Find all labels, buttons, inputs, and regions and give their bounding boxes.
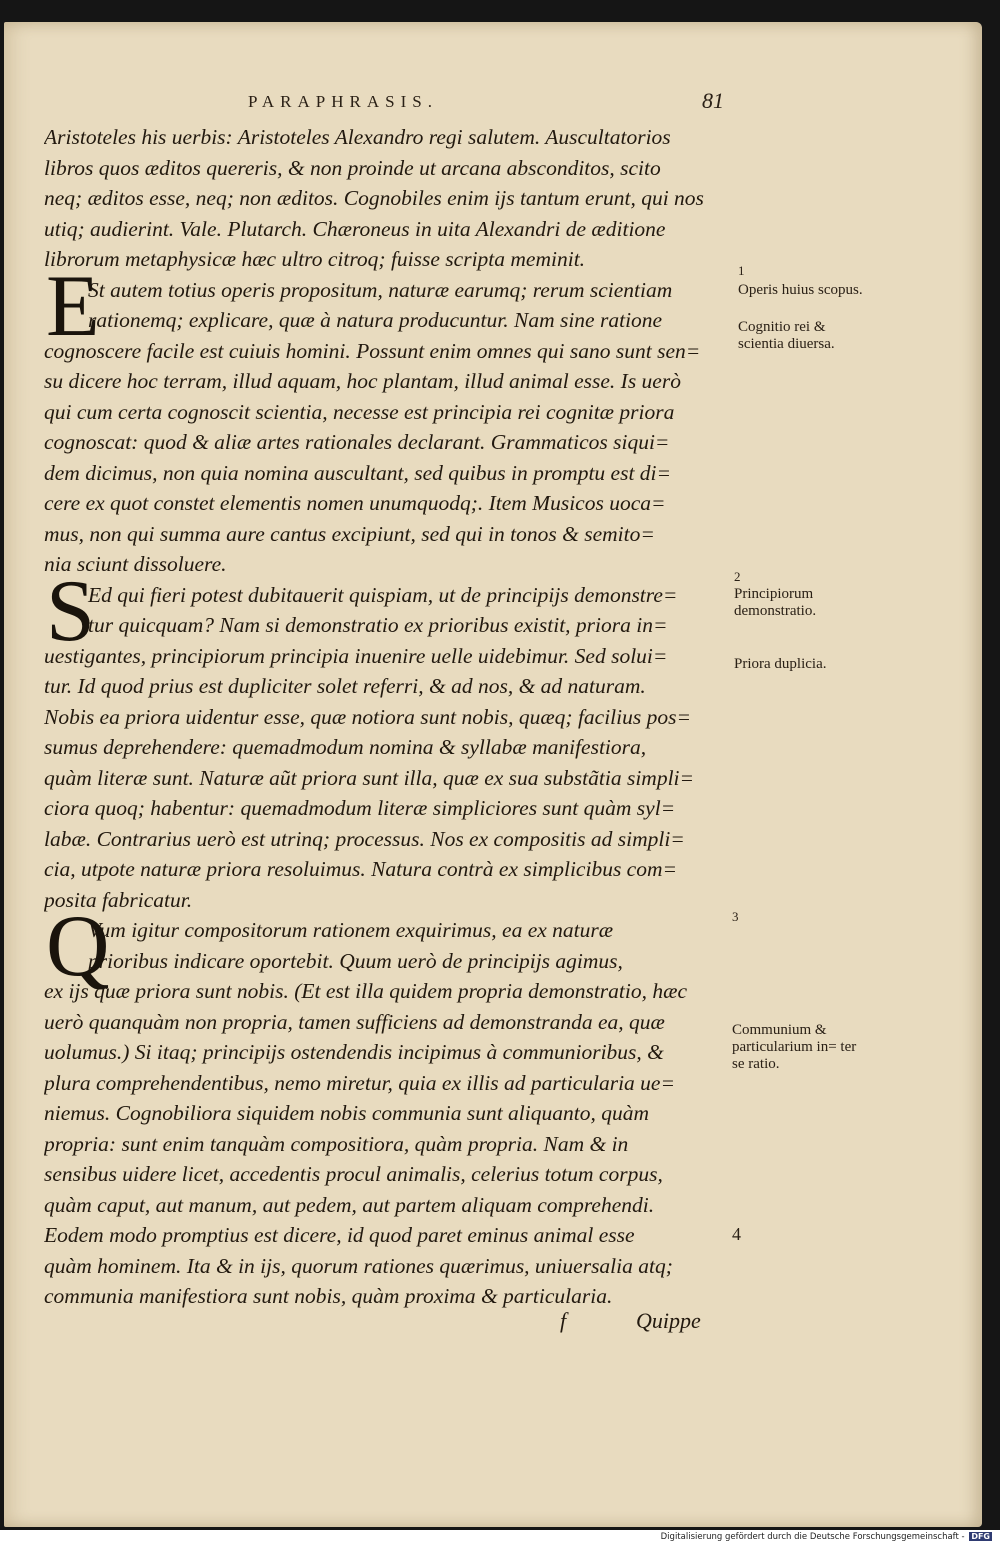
text-line: rationemq; explicare, quæ à natura producuntur. Nam sine ratione bbox=[88, 308, 663, 332]
text-line: neq; æditos esse, neq; non æditos. Cognobiles enim ijs tantum erunt, qui nos bbox=[44, 186, 704, 210]
signature-mark: f bbox=[560, 1308, 567, 1333]
text-line: tur. Id quod prius est dupliciter solet referri, & ad nos, & ad naturam. bbox=[44, 674, 646, 698]
margin-note: Principiorum demonstratio. bbox=[734, 586, 817, 619]
text-line: librorum metaphysicæ hæc ultro citroq; fuisse scripta meminit. bbox=[44, 247, 586, 271]
text-line: Ed qui fieri potest dubitauerit quispiam, ut de principijs demonstre= bbox=[88, 582, 678, 607]
footer-credit bbox=[661, 1532, 992, 1542]
margin-number: 2 bbox=[734, 569, 741, 584]
text-line: mus, non qui summa aure cantus excipiunt, sed qui in tonos & semito= bbox=[44, 521, 655, 546]
text-line: propria: sunt enim tanquàm compositiora, quàm propria. Nam & in bbox=[44, 1131, 629, 1156]
text-line: cognoscere facile est cuiuis homini. Possunt enim omnes qui sano sunt sen= bbox=[44, 338, 701, 363]
text-line: uerò quanquàm non propria, tamen sufficiens ad demonstranda ea, quæ bbox=[44, 1009, 665, 1034]
text-line: cia, utpote naturæ priora resoluimus. Natura contrà ex simplicibus com= bbox=[44, 857, 678, 881]
dfg-logo: DFG bbox=[971, 1532, 990, 1541]
margin-note: Communium & particularium in= ter se ratio. bbox=[732, 1022, 857, 1072]
text-line: sumus deprehendere: quemadmodum nomina & syllabæ manifestiora, bbox=[44, 735, 647, 759]
text-line: quàm caput, aut manum, aut pedem, aut partem aliquam comprehendi. bbox=[44, 1192, 655, 1217]
margin-note: Cognitio rei & scientia diuersa. bbox=[738, 319, 835, 352]
text-line: quàm literæ sunt. Naturæ aũt priora sunt illa, quæ ex sua substãtia simpli= bbox=[44, 765, 695, 790]
text-line: Vum igitur compositorum rationem exquirimus, ea ex naturæ bbox=[88, 918, 614, 942]
text-line: cere ex quot constet elementis nomen unumquodq;. Item Musicos uoca= bbox=[44, 491, 666, 515]
text-line: niemus. Cognobiliora siquidem nobis communia sunt aliquanto, quàm bbox=[44, 1101, 649, 1125]
text-line: libros quos æditos quereris, & non proinde ut arcana absconditos, scito bbox=[44, 155, 661, 180]
text-line: Nobis ea priora uidentur esse, quæ notiora sunt nobis, quæq; facilius pos= bbox=[44, 704, 691, 729]
text-line: uestigantes, principiorum principia inuenire uelle uidebimur. Sed solui= bbox=[44, 643, 668, 668]
text-line: communia manifestiora sunt nobis, quàm proxima & particularia. bbox=[44, 1284, 613, 1308]
margin-note: Operis huius scopus. bbox=[738, 282, 863, 298]
margin-number: 4 bbox=[732, 1224, 741, 1244]
text-line: uolumus.) Si itaq; principijs ostendendis incipimus à communioribus, & bbox=[44, 1040, 664, 1064]
text-line: Eodem modo promptius est dicere, id quod paret eminus animal esse bbox=[44, 1223, 635, 1247]
margin-number: 3 bbox=[732, 909, 739, 924]
running-head: PARAPHRASIS. bbox=[248, 92, 438, 111]
text-line: cognoscat: quod & aliæ artes rationales declarant. Grammaticos siqui= bbox=[44, 430, 670, 454]
text-line: ex ijs quæ priora sunt nobis. (Et est illa quidem propria demonstratio, hæc bbox=[44, 979, 688, 1003]
text-line: labæ. Contrarius uerò est utrinq; processus. Nos ex compositis ad simpli= bbox=[44, 826, 685, 851]
main-text bbox=[44, 122, 730, 1312]
text-line: utiq; audierint. Vale. Plutarch. Chæroneus in uita Alexandri de æditione bbox=[44, 216, 666, 241]
text-line: dem dicimus, non quia nomina auscultant, sed quibus in promptu est di= bbox=[44, 460, 672, 485]
text-line: posita fabricatur. bbox=[44, 887, 193, 912]
text-line: nia sciunt dissoluere. bbox=[44, 552, 227, 576]
footer-text: Digitalisierung gefördert durch die Deutsche Forschungsgemeinschaft - bbox=[660, 1532, 965, 1542]
text-line: prioribus indicare oportebit. Quum uerò de principijs agimus, bbox=[88, 948, 623, 973]
text-line: qui cum certa cognoscit scientia, necesse est principia rei cognitæ priora bbox=[44, 399, 675, 424]
text-line: su dicere hoc terram, illud aquam, hoc plantam, illud animal esse. Is uerò bbox=[44, 369, 681, 393]
intro-block bbox=[44, 122, 730, 275]
text-line: quàm hominem. Ita & in ijs, quorum rationes quærimus, uniuersalia atq; bbox=[44, 1253, 673, 1278]
drop-cap: Q bbox=[46, 898, 110, 995]
catchword: Quippe bbox=[636, 1308, 701, 1333]
text-line: sensibus uidere licet, accedentis procul animalis, celerius totum corpus, bbox=[44, 1162, 663, 1186]
text-line: St autem totius operis propositum, naturæ earumq; rerum scientiam bbox=[88, 277, 673, 302]
text-line: ciora quoq; habentur: quemadmodum literæ simpliciores sunt quàm syl= bbox=[44, 796, 676, 820]
drop-cap: E bbox=[46, 257, 100, 355]
margin-note: Priora duplicia. bbox=[734, 656, 827, 672]
drop-cap: S bbox=[46, 562, 95, 660]
page-number: 81 bbox=[702, 88, 724, 113]
text-line: plura comprehendentibus, nemo miretur, quia ex illis ad particularia ue= bbox=[44, 1070, 675, 1095]
text-line: Aristoteles his uerbis: Aristoteles Alexandro regi salutem. Auscultatorios bbox=[44, 125, 671, 149]
margin-number: 1 bbox=[738, 263, 745, 278]
text-line: tur quicquam? Nam si demonstratio ex prioribus existit, priora in= bbox=[88, 613, 668, 637]
